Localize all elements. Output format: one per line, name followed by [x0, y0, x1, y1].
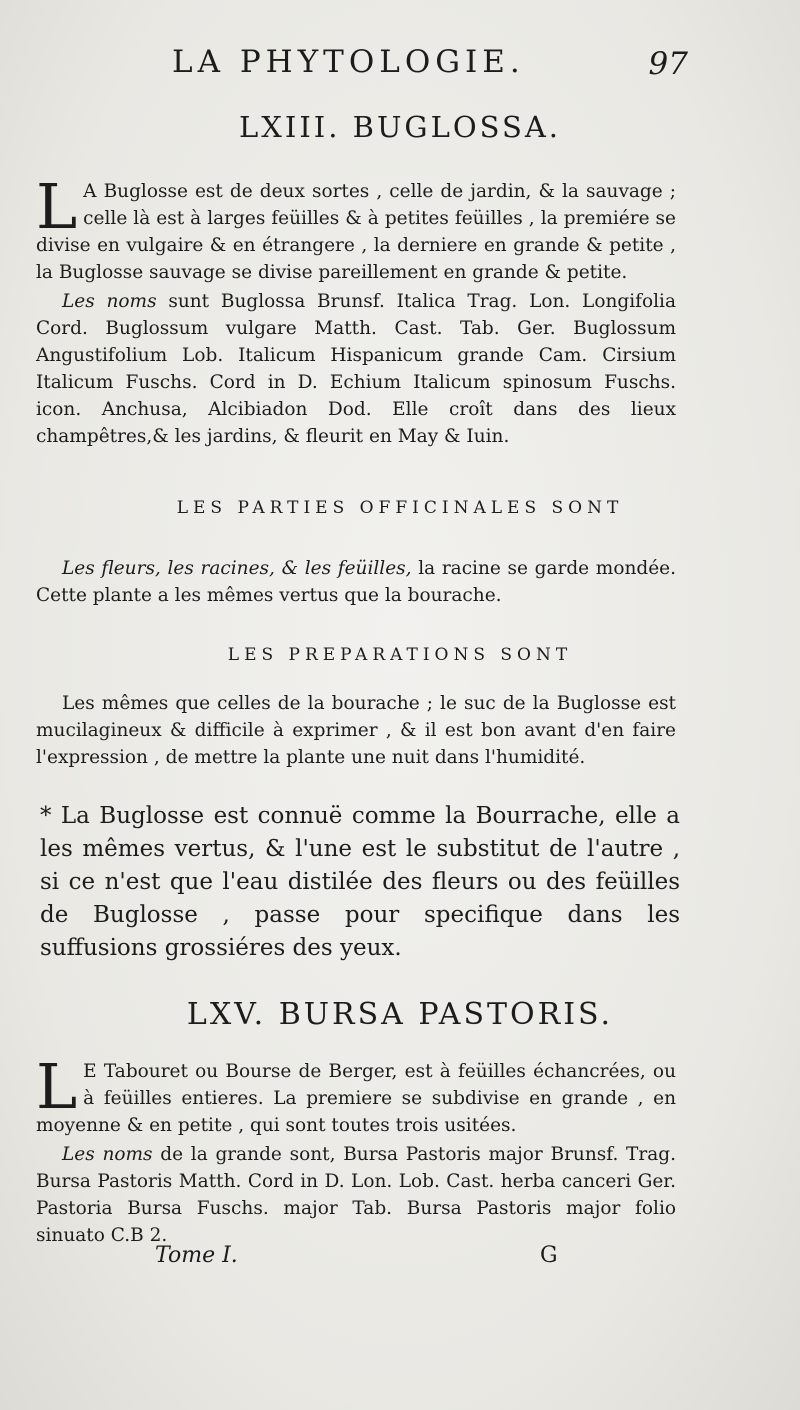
volume-label: Tome I. — [155, 1243, 238, 1268]
section-heading-bursa-pastoris: LXV. BURSA PASTORIS. — [186, 997, 614, 1032]
page-header — [0, 44, 800, 84]
buglossa-text: A Buglosse est de deux sortes , celle de jardin, & la sauvage ; celle là est à larges feüilles & à petites feüilles , la premiére se divise en vulgaire & en étrangere , la derniere en grande & petite , la Buglosse sauvage se divise pareillement en grande & petite. — [36, 181, 676, 283]
officinales-heading: LES PARTIES OFFICINALES SONT — [176, 498, 624, 518]
drop-cap: L — [36, 170, 78, 243]
buglossa-names-text: sunt Buglossa Brunsf. Italica Trag. Lon. Longifolia Cord. Buglossum vulgare Matth. Cast. Tab. Ger. Buglossum Angustifolium Lob. Italicum Hispanicum grande Cam. Cirsium Italicum Fuschs. Cord in D. Echium Italicum spinosum Fuschs. icon. Anchusa, Alcibiadon Dod. Elle croît dans des lieux champêtres,& les jardins, & fleurit en May & Iuin. — [36, 291, 676, 447]
bursa-paragraph — [36, 1050, 676, 1139]
buglossa-names-paragraph — [36, 288, 676, 450]
buglossa-paragraph — [36, 170, 676, 286]
names-lead: Les noms — [62, 1144, 153, 1165]
bursa-names-text: de la grande sont, Bursa Pastoris major Brunsf. Trag. Bursa Pastoris Matth. Cord in D. Lon. Lob. Cast. herba canceri Ger. Pastoria Bursa Fuschs. major Tab. Bursa Pastoris major folio sinuato C.B 2. — [36, 1144, 676, 1246]
bursa-names-paragraph — [36, 1141, 676, 1249]
preparations-paragraph: Les mêmes que celles de la bourache ; le suc de la Buglosse est mucilagineux & difficile à exprimer , & il est bon avant d'en faire l'expression , de mettre la plante une nuit dans l'humidité. — [36, 693, 676, 768]
bursa-text: E Tabouret ou Bourse de Berger, est à feüilles échancrées, ou à feüilles entieres. La premiere se subdivise en grande , en moyenne & en petite , qui sont toutes trois usitées. — [36, 1061, 676, 1136]
editorial-note: * La Buglosse est connuë comme la Bourrache, elle a les mêmes vertus, & l'une est le substitut de l'autre , si ce n'est que l'eau distilée des fleurs ou des feüilles de Buglosse , passe pour specifique dans les suffusions grossiéres des yeux. — [40, 803, 680, 961]
section-heading-buglossa: LXIII. BUGLOSSA. — [238, 110, 562, 144]
bursa-pastoris-description — [36, 1050, 676, 1249]
officinales-paragraph — [36, 555, 676, 609]
page-footer — [0, 1243, 800, 1277]
buglossa-description — [36, 170, 676, 450]
officinales-lead: Les fleurs, les racines, & les feüilles, — [62, 558, 412, 579]
names-lead: Les noms — [62, 291, 157, 312]
signature-mark: G — [540, 1243, 558, 1268]
officinales-block — [36, 555, 676, 609]
drop-cap: L — [36, 1050, 78, 1123]
preparations-heading: LES PREPARATIONS SONT — [227, 645, 573, 665]
preparations-block — [36, 690, 676, 771]
page-number: 97 — [648, 46, 688, 82]
running-title: LA PHYTOLOGIE. — [172, 44, 525, 80]
officinales-text: la racine se garde mondée. Cette plante a les mêmes vertus que la bourache. — [36, 558, 676, 606]
